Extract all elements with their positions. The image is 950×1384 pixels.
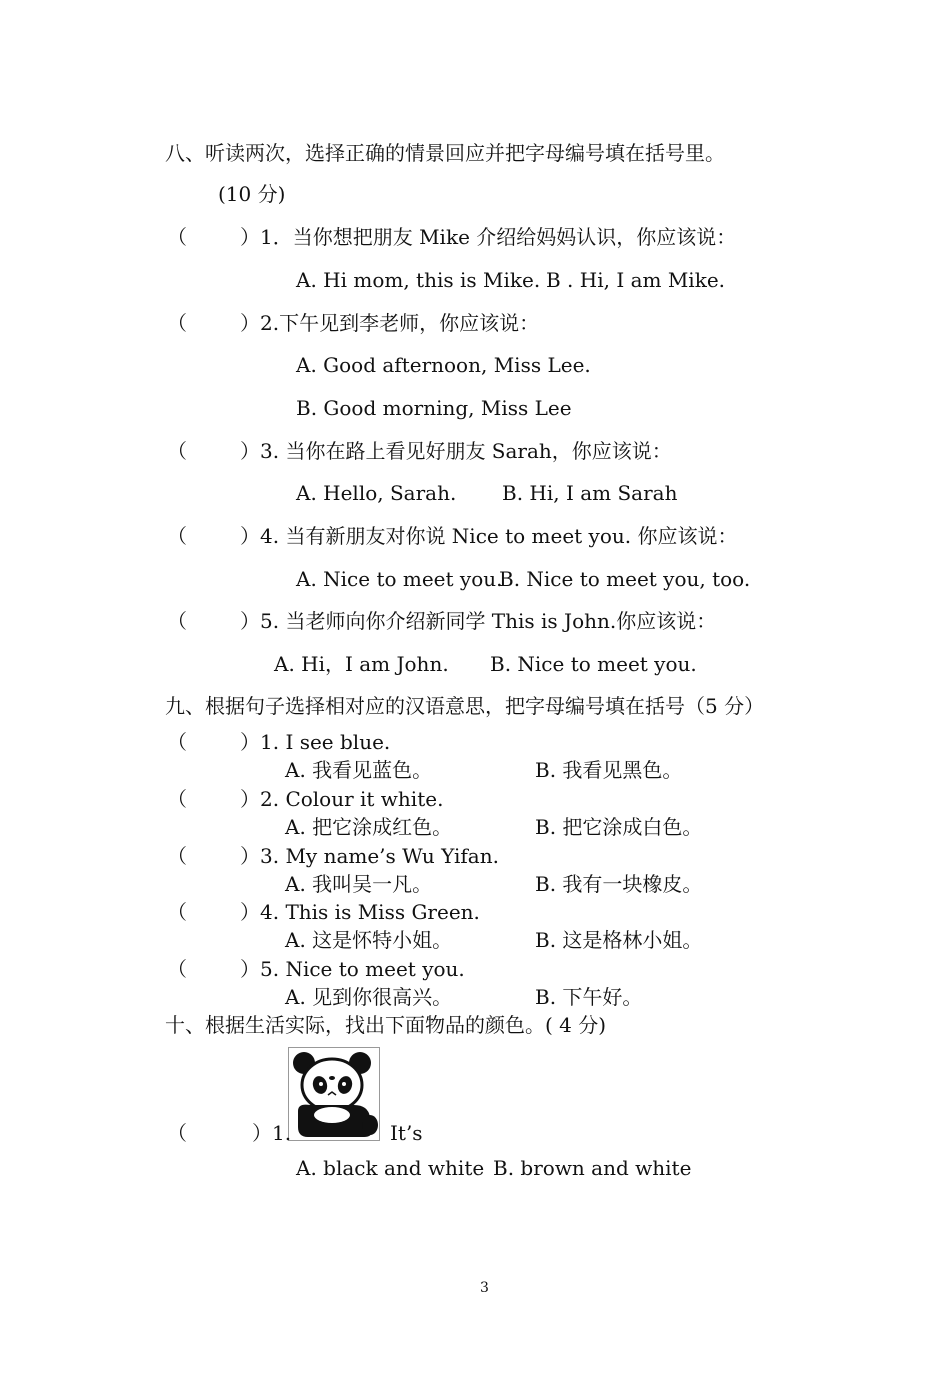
s8-q5-option-a: A. Hi，I am John. — [274, 652, 449, 676]
s10-q1-option-a: A. black and white — [296, 1156, 485, 1180]
s9-q2-prompt: ）2. Colour it white. — [240, 787, 444, 811]
s9-q4-prompt: ）4. This is Miss Green. — [240, 900, 480, 924]
s9-q4-option-a: A. 这是怀特小姐。 — [285, 928, 453, 952]
s8-q1-prompt: ）1．当你想把朋友 Mike 介绍给妈妈认识，你应该说： — [240, 225, 737, 249]
section-8-heading: 八、听读两次，选择正确的情景回应并把字母编号填在括号里。 — [165, 141, 725, 165]
answer-blank-open: （ — [167, 730, 187, 754]
s8-q3-option-b: B. Hi, I am Sarah — [502, 481, 678, 505]
s8-q1-option-b: B . Hi, I am Mike. — [546, 268, 726, 292]
s8-q5-prompt: ）5. 当老师向你介绍新同学 This is John.你应该说： — [240, 609, 717, 633]
answer-blank-open: （ — [167, 311, 187, 335]
s9-q3-prompt: ）3. My name’s Wu Yifan. — [240, 844, 499, 868]
panda-picture — [288, 1047, 380, 1141]
s10-q1-number: ）1. — [252, 1121, 292, 1145]
s9-q4-option-b: B. 这是格林小姐。 — [535, 928, 703, 952]
s8-q4-option-b: B. Nice to meet you, too. — [499, 567, 751, 591]
s8-q2-option-a: A. Good afternoon, Miss Lee. — [296, 353, 591, 377]
answer-blank-open: （ — [167, 844, 187, 868]
s8-q4-prompt: ）4. 当有新朋友对你说 Nice to meet you. 你应该说： — [240, 524, 738, 548]
answer-blank-open: （ — [167, 609, 187, 633]
s8-q5-option-b: B. Nice to meet you. — [490, 652, 697, 676]
answer-blank-open: （ — [167, 900, 187, 924]
answer-blank-open: （ — [167, 957, 187, 981]
s9-q5-option-b: B. 下午好。 — [535, 985, 643, 1009]
s9-q3-option-b: B. 我有一块橡皮。 — [535, 872, 703, 896]
s9-q2-option-a: A. 把它涂成红色。 — [285, 815, 453, 839]
section-9-heading: 九、根据句子选择相对应的汉语意思，把字母编号填在括号（5 分） — [165, 694, 765, 718]
answer-blank-open: （ — [167, 225, 187, 249]
section-10-heading: 十、根据生活实际，找出下面物品的颜色。( 4 分) — [165, 1013, 607, 1037]
s8-q1-option-a: A. Hi mom, this is Mike. — [296, 268, 541, 292]
page-number: 3 — [480, 1280, 489, 1296]
answer-blank-open: （ — [167, 787, 187, 811]
s10-q1-option-b: B. brown and white — [493, 1156, 692, 1180]
s9-q1-prompt: ）1. I see blue. — [240, 730, 391, 754]
s8-q3-option-a: A. Hello, Sarah. — [296, 481, 457, 505]
s9-q2-option-b: B. 把它涂成白色。 — [535, 815, 703, 839]
s8-q3-prompt: ）3. 当你在路上看见好朋友 Sarah，你应该说： — [240, 439, 672, 463]
answer-blank-open: （ — [167, 524, 187, 548]
answer-blank-open: （ — [167, 439, 187, 463]
s10-q1-text: It’s — [390, 1121, 423, 1145]
s9-q1-option-b: B. 我看见黑色。 — [535, 758, 683, 782]
s9-q3-option-a: A. 我叫吴一凡。 — [285, 872, 433, 896]
s9-q1-option-a: A. 我看见蓝色。 — [285, 758, 433, 782]
s9-q5-prompt: ）5. Nice to meet you. — [240, 957, 465, 981]
s9-q5-option-a: A. 见到你很高兴。 — [285, 985, 453, 1009]
s8-q4-option-a: A. Nice to meet you. — [296, 567, 503, 591]
answer-blank-open: （ — [167, 1121, 187, 1145]
section-8-score: (10 分) — [218, 182, 286, 206]
s8-q2-prompt: ）2.下午见到李老师，你应该说： — [240, 311, 540, 335]
s8-q2-option-b: B. Good morning, Miss Lee — [296, 396, 572, 420]
